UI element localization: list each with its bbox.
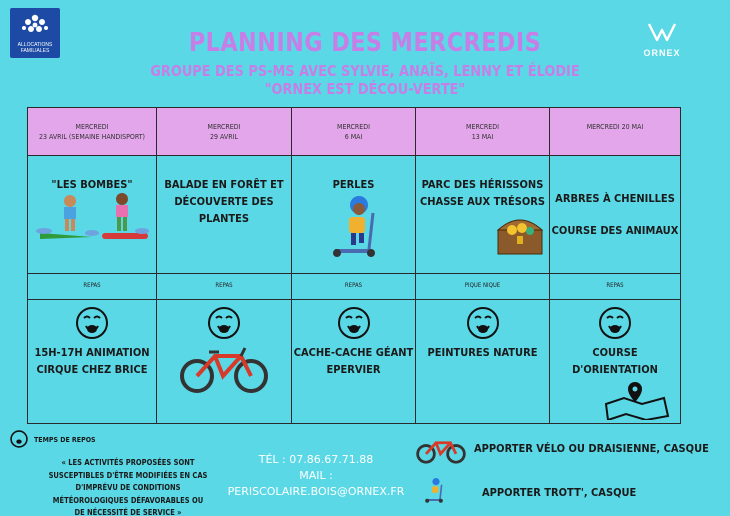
planning-table — [27, 107, 681, 424]
activity-cell: CACHE-CACHE GÉANT EPERVIER — [292, 300, 416, 424]
activity-cell: PARC DES HÉRISSONS CHASSE AUX TRÉSORS — [416, 156, 550, 274]
activity-cell: "LES BOMBES" — [28, 156, 157, 274]
activity-cell — [157, 300, 292, 424]
contact-mail: MAIL : PERISCOLAIRE.BOIS@ORNEX.FR — [227, 469, 405, 498]
contact-phone: TÉL : 07.86.67.71.88 — [258, 453, 374, 466]
date-cell: MERCREDI 29 AVRIL — [157, 108, 292, 156]
map-pin-icon — [602, 380, 672, 420]
page-subtitle: GROUPE DES PS-MS AVEC SYLVIE, ANAÏS, LENNY ET ÉLODIE — [150, 62, 580, 80]
activity-cell: PERLES — [292, 156, 416, 274]
date-cell: MERCREDI 23 AVRIL (SEMAINE HANDISPORT) — [28, 108, 157, 156]
bring-bike-note: APPORTER VÉLO OU DRAISIENNE, CASQUE — [474, 442, 709, 455]
child-scooter-icon — [319, 193, 389, 259]
yawning-face-icon — [466, 306, 500, 340]
date-row — [28, 108, 681, 156]
contact-info — [216, 452, 416, 500]
meal-cell: REPAS — [550, 274, 681, 300]
meal-cell: REPAS — [292, 274, 416, 300]
rest-time-label: TEMPS DE REPOS — [34, 436, 96, 444]
bring-scooter-note: APPORTER TROTT', CASQUE — [482, 486, 637, 499]
yawning-face-icon — [75, 306, 109, 340]
date-cell: MERCREDI 13 MAI — [416, 108, 550, 156]
page-title: PLANNING DES MERCREDIS — [188, 28, 542, 58]
meal-cell: PIQUE NIQUE — [416, 274, 550, 300]
caf-logo-text: ALLOCATIONS FAMILIALES — [17, 42, 53, 54]
activity-cell: ARBRES À CHENILLES COURSE DES ANIMAUX — [550, 156, 681, 274]
page-theme: "ORNEX EST DÉCOU-VERTE" — [264, 80, 466, 98]
ornex-logo-text: ORNEX — [643, 48, 681, 58]
treasure-chest-icon — [492, 212, 548, 256]
activity-cell: PEINTURES NATURE — [416, 300, 550, 424]
date-cell: MERCREDI 20 MAI — [550, 108, 681, 156]
meal-row — [28, 274, 681, 300]
yawning-face-icon — [337, 306, 371, 340]
activity-row-2 — [28, 300, 681, 424]
disclaimer-note: « LES ACTIVITÉS PROPOSÉES SONT SUSCEPTIBLES D'ÊTRE MODIFIÉES EN CAS D'IMPRÉVU DE CONDITIONS MÉTÉOROLOGIQUES DÉFAVORABLES OU DE NÉCESSITÉ DE SERVICE » — [48, 458, 208, 516]
child-scooter-icon — [420, 472, 448, 508]
yawning-face-icon — [10, 430, 28, 448]
bicycle-icon — [416, 434, 466, 466]
date-cell: MERCREDI 6 MAI — [292, 108, 416, 156]
activity-cell: COURSE D'ORIENTATION — [550, 300, 681, 424]
bicycle-icon — [179, 344, 269, 394]
meal-cell: REPAS — [157, 274, 292, 300]
yawning-face-icon — [598, 306, 632, 340]
activity-row-1 — [28, 156, 681, 274]
yawning-face-icon — [207, 306, 241, 340]
activity-cell: 15H-17H ANIMATION CIRQUE CHEZ BRICE — [28, 300, 157, 424]
kids-balance-icon — [32, 193, 152, 243]
activity-cell: BALADE EN FORÊT ET DÉCOUVERTE DES PLANTES — [157, 156, 292, 274]
meal-cell: REPAS — [28, 274, 157, 300]
